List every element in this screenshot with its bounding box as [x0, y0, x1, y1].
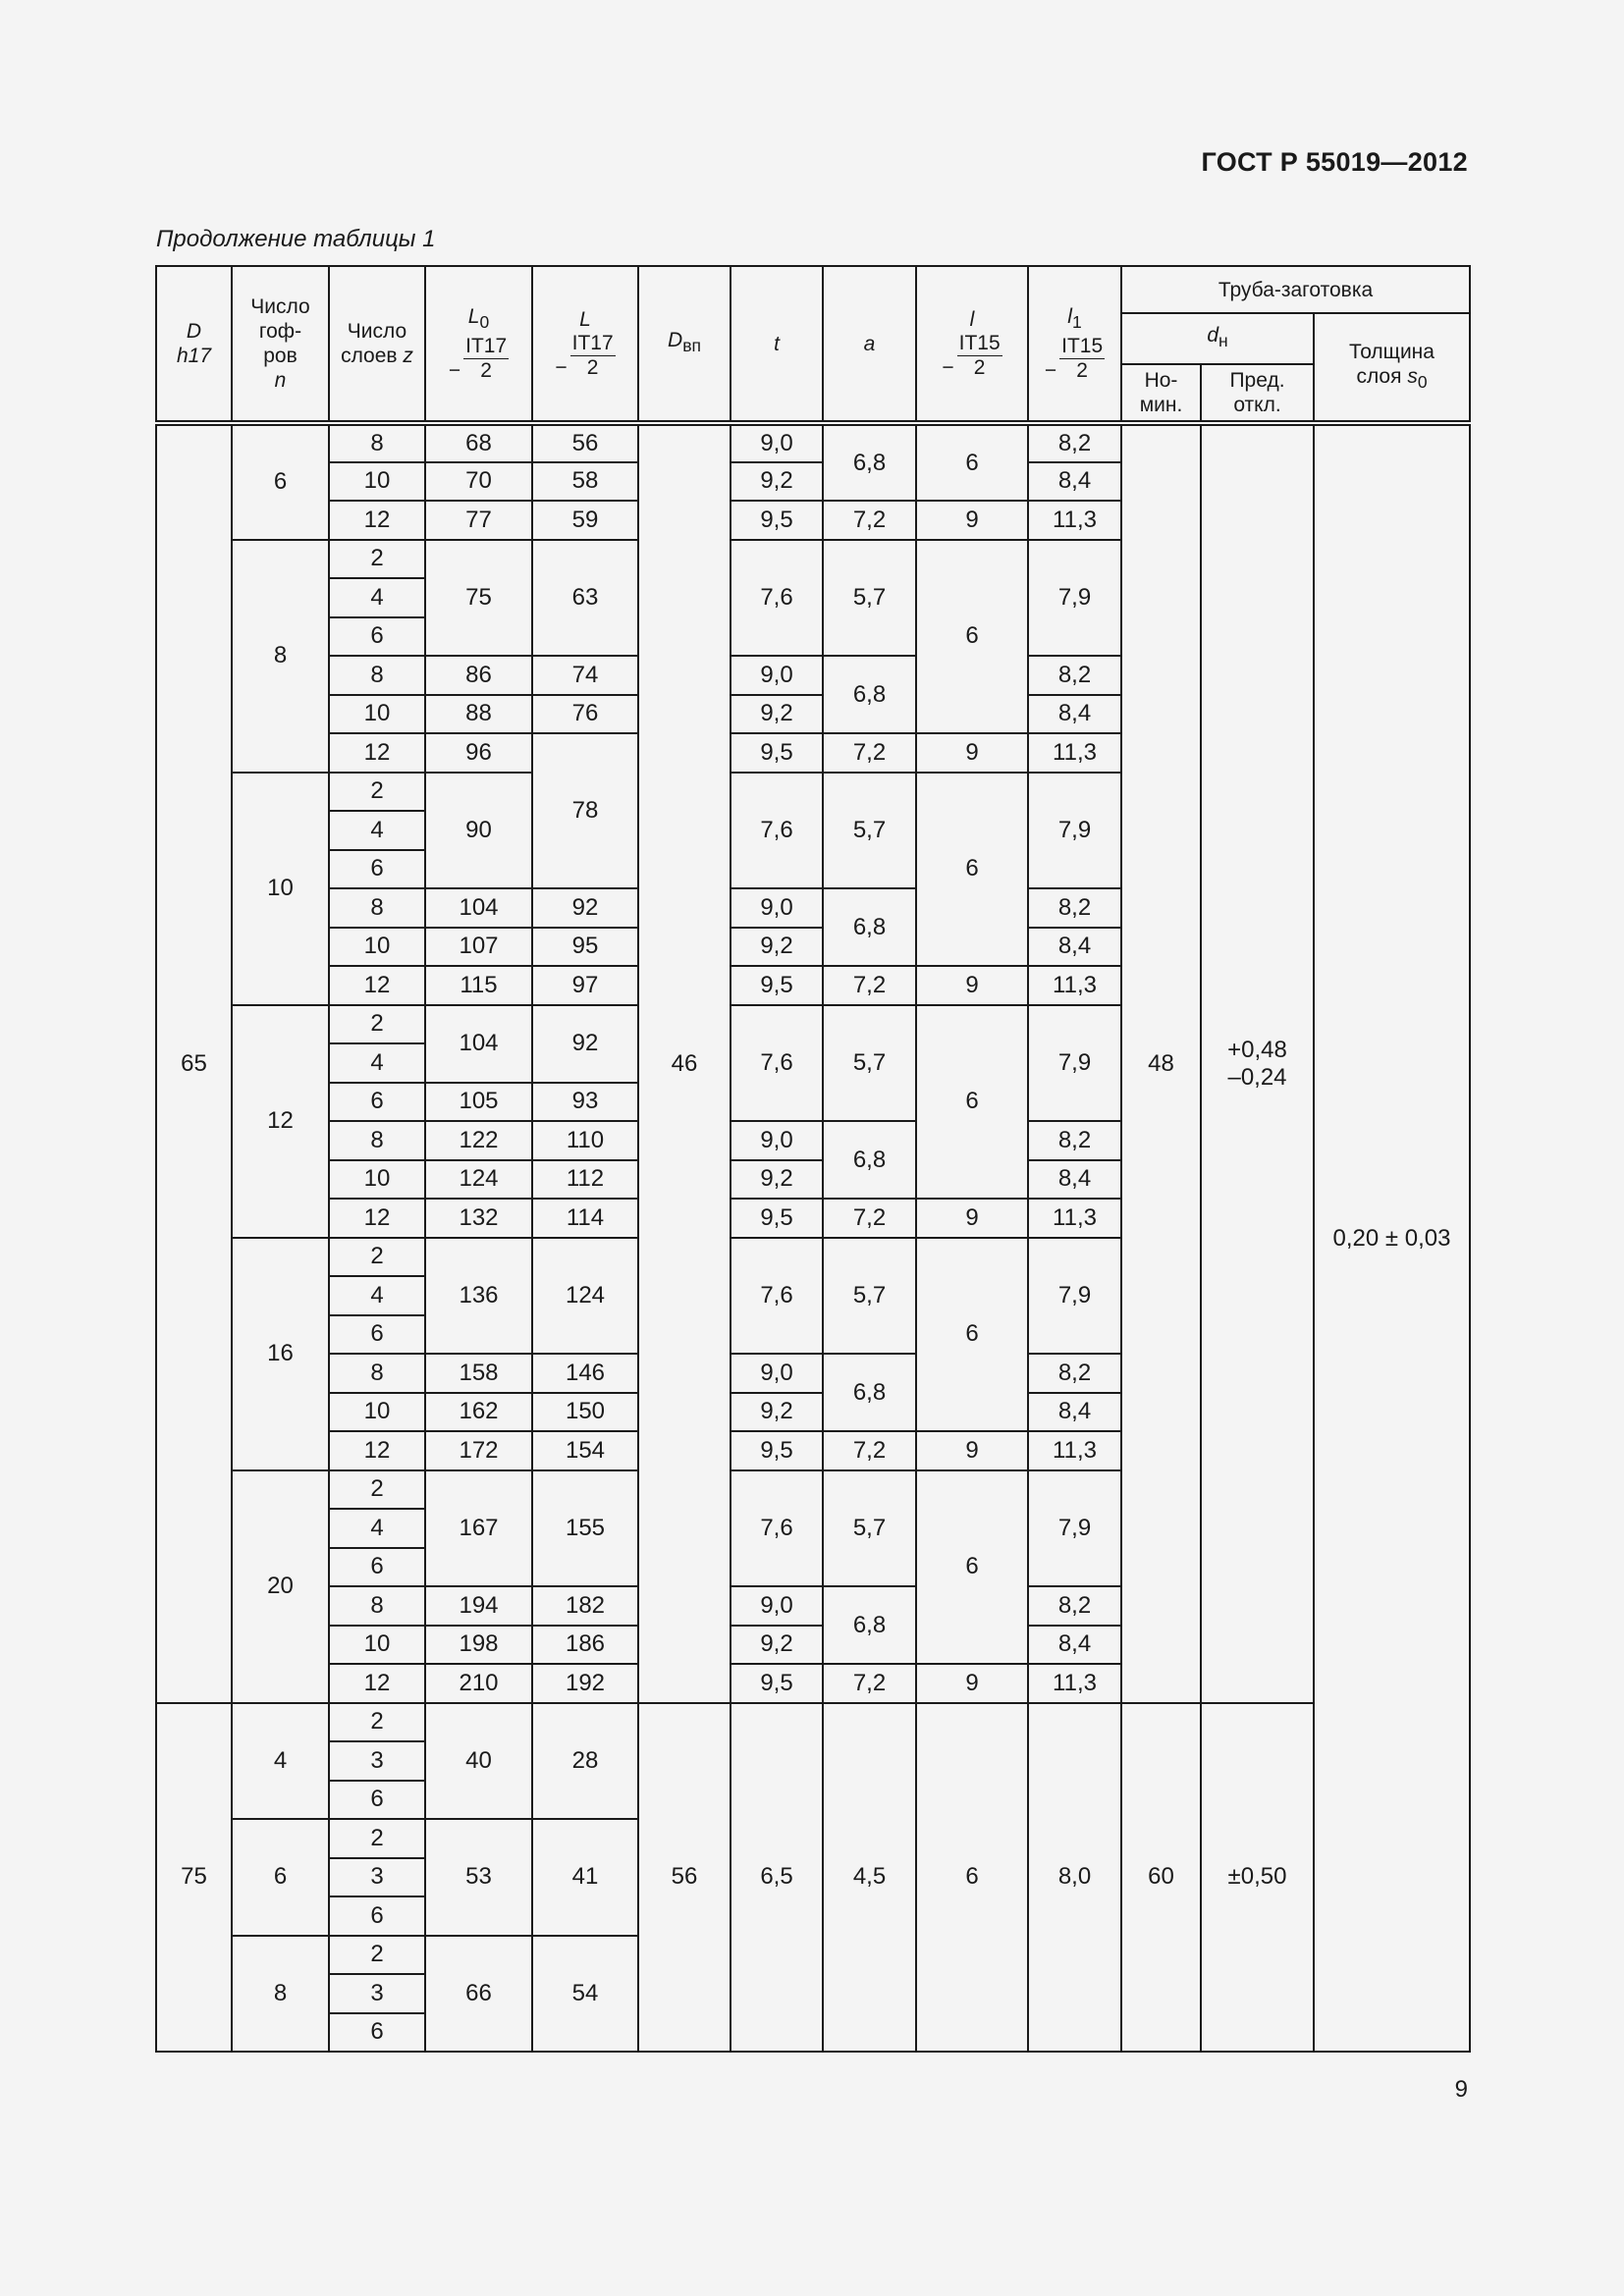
l0-value: 86	[425, 656, 532, 695]
l0-value: 136	[425, 1238, 532, 1355]
z-value: 12	[329, 966, 425, 1005]
l0-value: 132	[425, 1199, 532, 1238]
l1-value: 8,2	[1028, 1121, 1121, 1160]
header-l0: $L_0$ − $\frac{IT17}{2}$	[425, 266, 532, 423]
l0-value: 40	[425, 1703, 532, 1820]
l0-value: 88	[425, 695, 532, 734]
z-value: 2	[329, 1703, 425, 1742]
l1-value: 11,3	[1028, 501, 1121, 540]
t-value: 7,6	[731, 1238, 823, 1355]
l1-value: 8,4	[1028, 928, 1121, 967]
a-value: 6,8	[823, 1354, 916, 1431]
z-value: 6	[329, 1896, 425, 1936]
t-value: 9,5	[731, 501, 823, 540]
z-value: 6	[329, 1315, 425, 1355]
z-value: 4	[329, 1509, 425, 1548]
n-value: 6	[232, 1819, 329, 1936]
z-value: 10	[329, 1160, 425, 1200]
l0-value: 210	[425, 1664, 532, 1703]
l-value: 56	[532, 423, 638, 462]
l0-value: 104	[425, 1005, 532, 1083]
l0-value: 96	[425, 733, 532, 773]
l-value: 97	[532, 966, 638, 1005]
z-value: 10	[329, 1626, 425, 1665]
t-value-75: 6,5	[731, 1703, 823, 2053]
n-value: 8	[232, 540, 329, 773]
small-l-value: 9	[916, 1664, 1028, 1703]
z-value: 8	[329, 1354, 425, 1393]
document-code: ГОСТ Р 55019—2012	[1201, 147, 1468, 177]
z-value: 3	[329, 1741, 425, 1781]
a-value: 5,7	[823, 1470, 916, 1587]
table-row	[156, 423, 1470, 462]
l-value: 112	[532, 1160, 638, 1200]
l-value: 76	[532, 695, 638, 734]
l-value: 182	[532, 1586, 638, 1626]
t-value: 9,2	[731, 695, 823, 734]
page-number: 9	[1454, 2076, 1468, 2103]
header-dn: $d_н$	[1121, 313, 1314, 364]
l-value: 41	[532, 1819, 638, 1936]
l1-value: 8,4	[1028, 1393, 1121, 1432]
t-value: 9,0	[731, 1586, 823, 1626]
l0-value: 90	[425, 773, 532, 889]
a-value: 5,7	[823, 1005, 916, 1122]
l0-value: 68	[425, 423, 532, 462]
z-value: 2	[329, 1238, 425, 1277]
l-value: 192	[532, 1664, 638, 1703]
t-value: 9,0	[731, 656, 823, 695]
dn-tolerance-75: ±0,50	[1201, 1703, 1314, 2053]
z-value: 12	[329, 733, 425, 773]
t-value: 9,2	[731, 1160, 823, 1200]
l-value: 93	[532, 1083, 638, 1122]
d-value-65: 65	[156, 423, 232, 1703]
l-value: 110	[532, 1121, 638, 1160]
z-value: 6	[329, 1083, 425, 1122]
l-value: 95	[532, 928, 638, 967]
l-value: 150	[532, 1393, 638, 1432]
l1-value: 8,4	[1028, 695, 1121, 734]
z-value: 6	[329, 617, 425, 657]
l0-value: 162	[425, 1393, 532, 1432]
l1-value: 7,9	[1028, 1470, 1121, 1587]
dvp-value-65: 46	[638, 423, 731, 1703]
z-value: 12	[329, 1199, 425, 1238]
l-value: 124	[532, 1238, 638, 1355]
t-value: 7,6	[731, 1470, 823, 1587]
z-value: 6	[329, 1548, 425, 1587]
n-value: 4	[232, 1703, 329, 1820]
n-value: 12	[232, 1005, 329, 1238]
z-value: 4	[329, 811, 425, 850]
l1-value: 11,3	[1028, 1664, 1121, 1703]
l-value: 154	[532, 1431, 638, 1470]
l-value: 114	[532, 1199, 638, 1238]
l1-value: 11,3	[1028, 1199, 1121, 1238]
z-value: 12	[329, 1664, 425, 1703]
z-value: 4	[329, 1043, 425, 1083]
z-value: 10	[329, 1393, 425, 1432]
t-value: 9,5	[731, 1199, 823, 1238]
small-l-value: 6	[916, 1005, 1028, 1200]
dvp-value-75: 56	[638, 1703, 731, 2053]
a-value: 7,2	[823, 733, 916, 773]
l1-value: 7,9	[1028, 773, 1121, 889]
t-value: 9,5	[731, 1664, 823, 1703]
z-value: 2	[329, 1936, 425, 1975]
l1-value: 8,4	[1028, 462, 1121, 502]
header-l: L − $\frac{IT17}{2}$	[532, 266, 638, 423]
dn-nominal-65: 48	[1121, 423, 1201, 1703]
a-value: 7,2	[823, 1664, 916, 1703]
t-value: 9,2	[731, 1626, 823, 1665]
z-value: 10	[329, 928, 425, 967]
l1-value: 8,2	[1028, 888, 1121, 928]
l-value: 186	[532, 1626, 638, 1665]
z-value: 12	[329, 501, 425, 540]
a-value: 5,7	[823, 540, 916, 657]
n-value: 16	[232, 1238, 329, 1470]
t-value: 9,5	[731, 733, 823, 773]
l0-value: 198	[425, 1626, 532, 1665]
l-value: 74	[532, 656, 638, 695]
small-l-value: 6	[916, 1238, 1028, 1432]
l0-value: 105	[425, 1083, 532, 1122]
small-l-value: 6	[916, 423, 1028, 501]
layer-thickness: 0,20 ± 0,03	[1314, 423, 1470, 2052]
a-value-75: 4,5	[823, 1703, 916, 2053]
l-value: 54	[532, 1936, 638, 2053]
z-value: 8	[329, 888, 425, 928]
a-value: 7,2	[823, 1199, 916, 1238]
small-l-value: 9	[916, 966, 1028, 1005]
l-value: 78	[532, 733, 638, 888]
l1-value: 8,2	[1028, 1586, 1121, 1626]
l1-value: 8,2	[1028, 1354, 1121, 1393]
z-value: 2	[329, 1005, 425, 1044]
l1-value: 8,4	[1028, 1160, 1121, 1200]
z-value: 12	[329, 1431, 425, 1470]
z-value: 4	[329, 578, 425, 617]
n-value: 8	[232, 1936, 329, 2053]
z-value: 2	[329, 1470, 425, 1510]
header-l1: $l_1$ − $\frac{IT15}{2}$	[1028, 266, 1121, 423]
t-value: 7,6	[731, 1005, 823, 1122]
z-value: 2	[329, 540, 425, 579]
a-value: 6,8	[823, 423, 916, 501]
a-value: 6,8	[823, 1121, 916, 1199]
z-value: 3	[329, 1974, 425, 2013]
small-l-value: 6	[916, 540, 1028, 734]
z-value: 2	[329, 773, 425, 812]
z-value: 4	[329, 1276, 425, 1315]
a-value: 6,8	[823, 888, 916, 966]
z-value: 2	[329, 1819, 425, 1858]
z-value: 8	[329, 1586, 425, 1626]
z-value: 8	[329, 1121, 425, 1160]
l1-value: 8,4	[1028, 1626, 1121, 1665]
header-tolerance: Пред. откл.	[1201, 364, 1314, 423]
l0-value: 122	[425, 1121, 532, 1160]
t-value: 9,5	[731, 1431, 823, 1470]
d-value-75: 75	[156, 1703, 232, 2053]
l0-value: 53	[425, 1819, 532, 1936]
header-nominal: Но- мин.	[1121, 364, 1201, 423]
l-value: 63	[532, 540, 638, 657]
a-value: 6,8	[823, 1586, 916, 1664]
header-thickness: Толщина слоя $s_0$	[1314, 313, 1470, 423]
small-l-value: 6	[916, 773, 1028, 967]
small-l-value: 9	[916, 733, 1028, 773]
z-value: 6	[329, 850, 425, 889]
z-value: 8	[329, 656, 425, 695]
a-value: 7,2	[823, 1431, 916, 1470]
l1-value: 7,9	[1028, 540, 1121, 657]
n-value: 6	[232, 423, 329, 540]
l0-value: 124	[425, 1160, 532, 1200]
l1-value: 11,3	[1028, 1431, 1121, 1470]
table-caption: Продолжение таблицы 1	[156, 226, 436, 252]
l-value: 155	[532, 1470, 638, 1587]
t-value: 9,0	[731, 1354, 823, 1393]
l1-value: 8,2	[1028, 656, 1121, 695]
z-value: 8	[329, 423, 425, 462]
l0-value: 77	[425, 501, 532, 540]
l1-value: 7,9	[1028, 1005, 1121, 1122]
l0-value: 158	[425, 1354, 532, 1393]
l1-value: 7,9	[1028, 1238, 1121, 1355]
z-value: 6	[329, 1781, 425, 1820]
n-value: 20	[232, 1470, 329, 1703]
l0-value: 194	[425, 1586, 532, 1626]
t-value: 9,2	[731, 928, 823, 967]
header-layers: Число слоев z	[329, 266, 425, 423]
a-value: 7,2	[823, 966, 916, 1005]
dn-nominal-75: 60	[1121, 1703, 1201, 2053]
z-value: 10	[329, 695, 425, 734]
t-value: 9,0	[731, 423, 823, 462]
l1-value: 11,3	[1028, 733, 1121, 773]
t-value: 9,0	[731, 888, 823, 928]
l-value: 92	[532, 888, 638, 928]
small-l-value: 6	[916, 1470, 1028, 1665]
t-value: 9,5	[731, 966, 823, 1005]
header-dvp: $D_{вп}$	[638, 266, 731, 423]
a-value: 5,7	[823, 1238, 916, 1355]
l0-value: 167	[425, 1470, 532, 1587]
header-small-l: l − $\frac{IT15}{2}$	[916, 266, 1028, 423]
l0-value: 104	[425, 888, 532, 928]
l-value: 59	[532, 501, 638, 540]
small-l-value: 9	[916, 1431, 1028, 1470]
z-value: 6	[329, 2013, 425, 2053]
small-l-value: 9	[916, 1199, 1028, 1238]
l0-value: 75	[425, 540, 532, 657]
small-l-value: 9	[916, 501, 1028, 540]
header-d: D h17	[156, 266, 232, 423]
a-value: 5,7	[823, 773, 916, 889]
a-value: 7,2	[823, 501, 916, 540]
l1-value-75: 8,0	[1028, 1703, 1121, 2053]
dn-tolerance-65: +0,48 –0,24	[1201, 423, 1314, 1703]
l1-value: 8,2	[1028, 423, 1121, 462]
table-row	[156, 1703, 1470, 1742]
l0-value: 107	[425, 928, 532, 967]
l1-value: 11,3	[1028, 966, 1121, 1005]
l-value: 58	[532, 462, 638, 502]
z-value: 10	[329, 462, 425, 502]
t-value: 9,2	[731, 462, 823, 502]
l-value: 92	[532, 1005, 638, 1083]
t-value: 9,0	[731, 1121, 823, 1160]
parameters-table	[155, 265, 1471, 2053]
t-value: 7,6	[731, 540, 823, 657]
header-a: a	[823, 266, 916, 423]
l0-value: 172	[425, 1431, 532, 1470]
l0-value: 115	[425, 966, 532, 1005]
l-value: 28	[532, 1703, 638, 1820]
small-l-value-75: 6	[916, 1703, 1028, 2053]
l-value: 146	[532, 1354, 638, 1393]
n-value: 10	[232, 773, 329, 1005]
header-pipe-blank: Труба-заготовка	[1121, 266, 1470, 313]
a-value: 6,8	[823, 656, 916, 733]
header-corrugations: Число гоф- ров n	[232, 266, 329, 423]
t-value: 7,6	[731, 773, 823, 889]
t-value: 9,2	[731, 1393, 823, 1432]
z-value: 3	[329, 1858, 425, 1897]
l0-value: 66	[425, 1936, 532, 2053]
l0-value: 70	[425, 462, 532, 502]
header-t: t	[731, 266, 823, 423]
